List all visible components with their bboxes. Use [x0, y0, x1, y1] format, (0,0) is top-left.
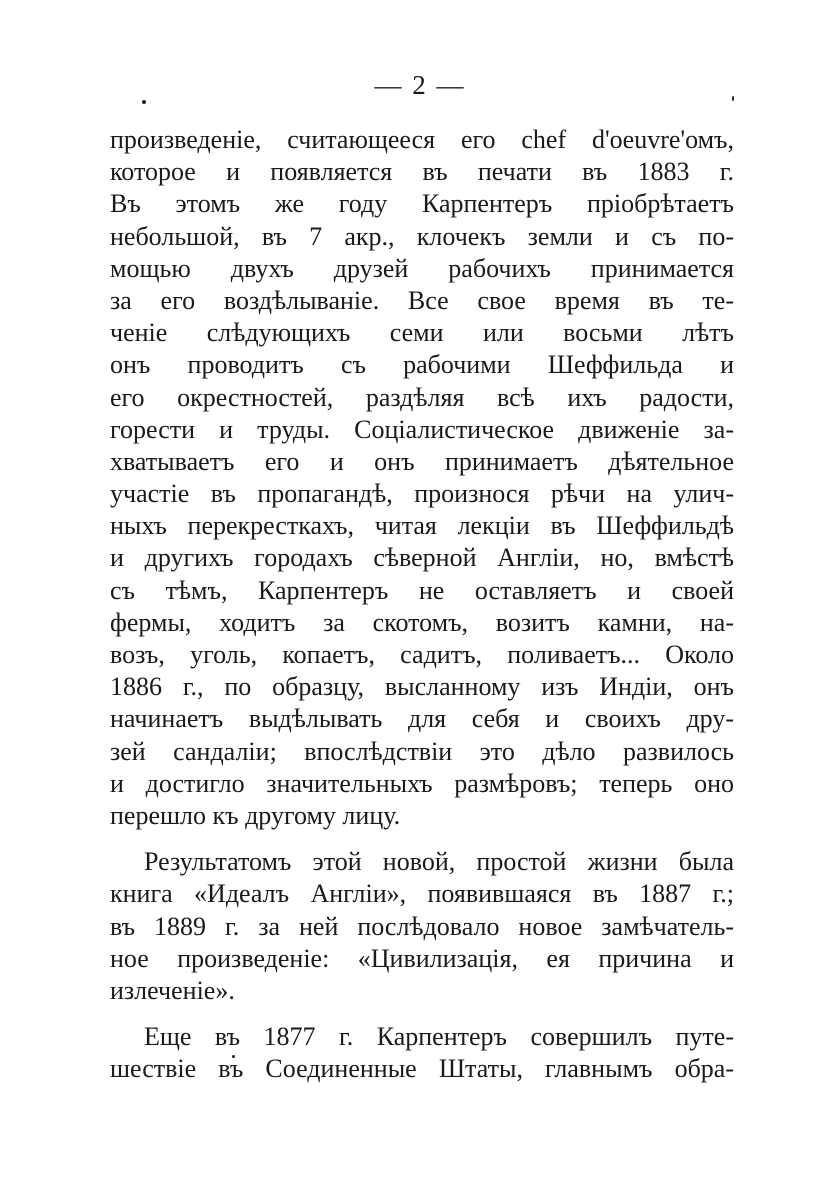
text-line: ныхъ перекресткахъ, читая лекцiи въ Шеффильдѣ	[110, 511, 734, 541]
paragraph-spacer	[110, 832, 734, 846]
text-line: перешло къ другому лицу.	[110, 800, 401, 830]
ink-speck-right	[732, 96, 734, 101]
text-line: зей сандалiи; впослѣдствiи это дѣло развилось	[110, 736, 734, 766]
text-line: съ тѣмъ, Карпентеръ не оставляетъ и своей	[110, 575, 734, 605]
text-line: возъ, уголь, копаетъ, садитъ, поливаетъ... Около	[110, 640, 734, 669]
text-line: за его воздѣлыванiе. Все свое время въ те-	[110, 285, 734, 315]
text-line: произведенiе, считающееся его chef d'oeuvre'омъ,	[110, 125, 734, 154]
text-line: его окрестностей, раздѣляя всѣ ихъ радости,	[110, 382, 734, 412]
text-line: Результатомъ этой новой, простой жизни была	[144, 847, 734, 877]
text-line: шествiе въ Соединенные Штаты, главнымъ обра-	[110, 1054, 734, 1084]
text-line: 1886 г., по образцу, высланному изъ Индiи, онъ	[110, 672, 734, 702]
text-line: начинаетъ выдѣлывать для себя и своихъ дру-	[110, 704, 734, 734]
paragraph-spacer	[110, 1007, 734, 1021]
paragraph-2	[110, 846, 734, 1007]
text-line: книга «Идеалъ Англiи», появившаяся въ 1887 г.;	[110, 879, 734, 909]
text-line: фермы, ходитъ за скотомъ, возитъ камни, на-	[110, 607, 734, 637]
text-line: Еще въ 1877 г. Карпентеръ совершилъ путе-	[144, 1022, 734, 1052]
text-line: излеченiе».	[110, 975, 235, 1005]
text-line: ное произведенiе: «Цивилизацiя, ея причина и	[110, 943, 734, 973]
paragraph-1	[110, 124, 734, 832]
text-line: въ 1889 г. за ней послѣдовало новое замѣчатель-	[110, 911, 734, 941]
text-line: онъ проводитъ съ рабочими Шеффильда и	[110, 350, 734, 380]
paragraph-3	[110, 1021, 734, 1085]
text-line: хватываетъ его и онъ принимаетъ дѣятельное	[110, 446, 734, 476]
body-text	[110, 124, 734, 1085]
text-line: которое и появляется въ печати въ 1883 г.	[110, 157, 734, 187]
page-number: — 2 —	[374, 70, 466, 100]
text-line: мощью двухъ друзей рабочихъ принимается	[110, 253, 734, 283]
ink-speck-left	[142, 100, 146, 104]
text-line: и достигло значительныхъ размѣровъ; теперь оно	[110, 768, 734, 798]
text-line: горести и труды. Соцiалистическое движенiе за-	[110, 414, 734, 444]
text-line: и другихъ городахъ сѣверной Англiи, но, вмѣстѣ	[110, 543, 734, 573]
text-line: ченiе слѣдующихъ семи или восьми лѣтъ	[110, 318, 734, 348]
text-line: небольшой, въ 7 акр., клочекъ земли и съ по-	[110, 221, 734, 251]
text-line: Въ этомъ же году Карпентеръ прiобрѣтаетъ	[110, 189, 734, 219]
text-line: участiе въ пропагандѣ, произнося рѣчи на улич-	[110, 479, 734, 509]
